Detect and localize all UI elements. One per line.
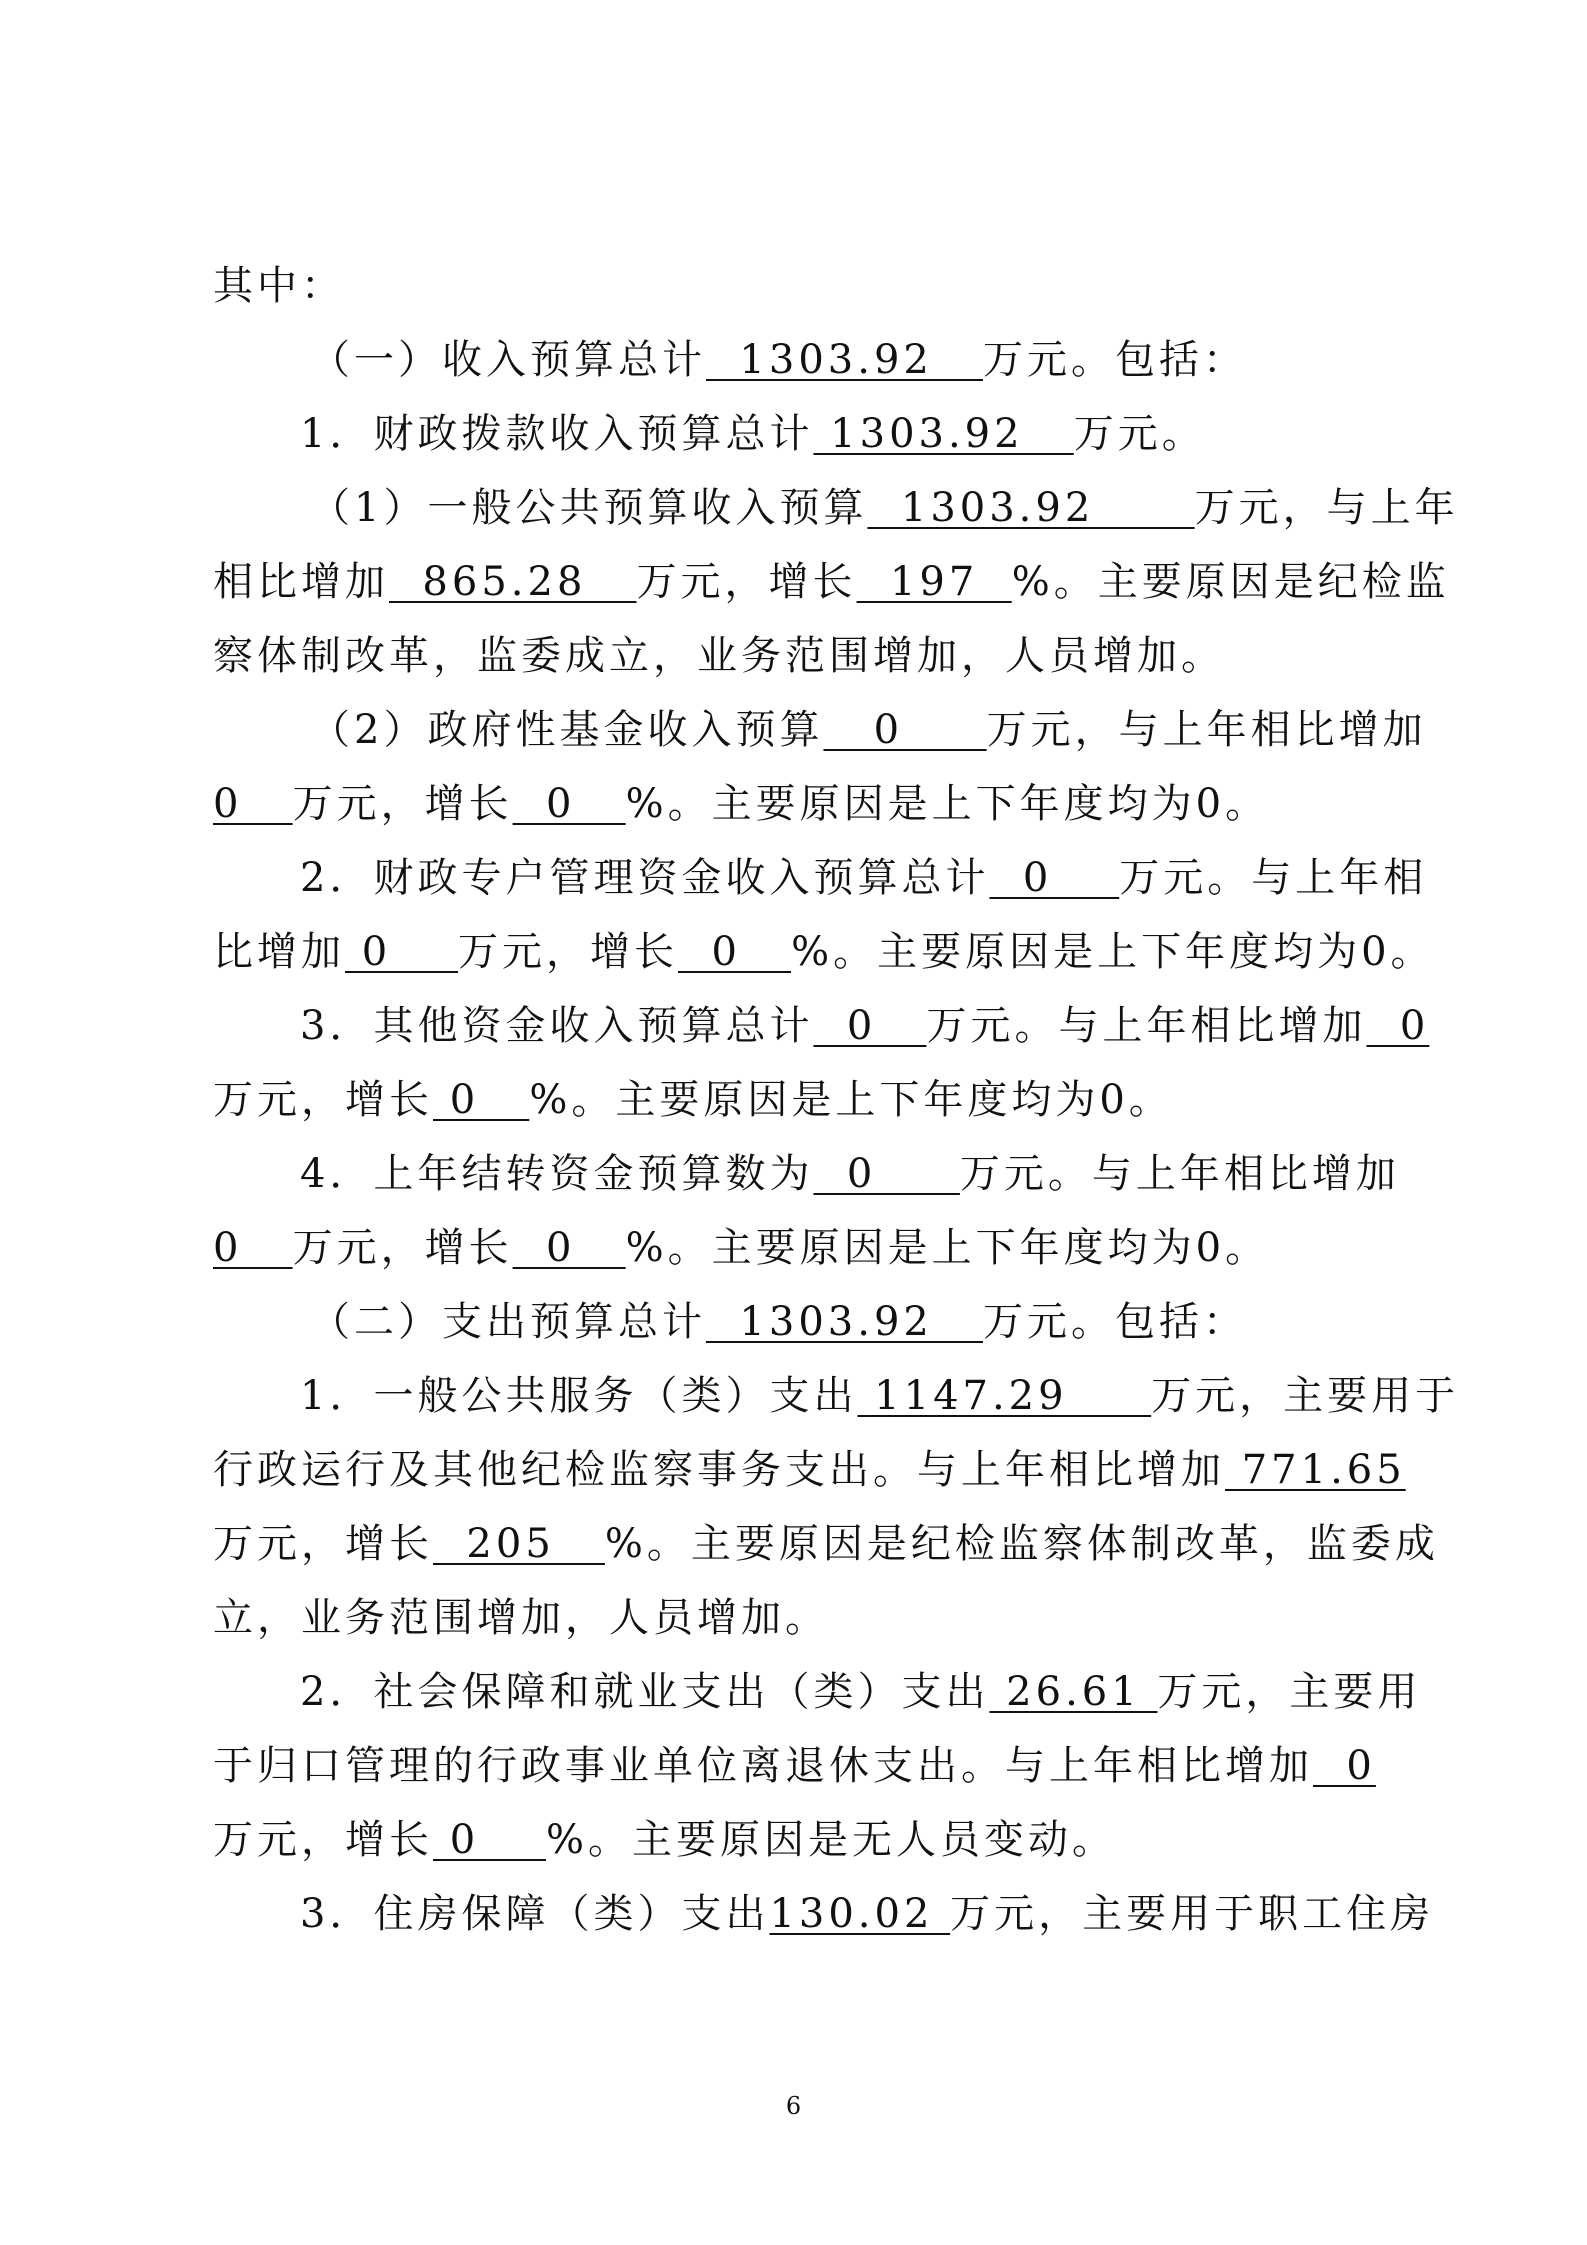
paragraph-line-18 bbox=[213, 1520, 1439, 1568]
text-run: 万元，与上年相比增加 bbox=[986, 707, 1427, 753]
text-run: 于归口管理的行政事业单位离退休支出。与上年相比增加 bbox=[213, 1743, 1313, 1789]
text-run: 4．上年结转资金预算数为 bbox=[300, 1151, 814, 1197]
paragraph-line-21 bbox=[213, 1742, 1383, 1790]
text-run: 立，业务范围增加，人员增加。 bbox=[213, 1595, 829, 1641]
paragraph-line-2 bbox=[310, 336, 1480, 384]
paragraph-line-8 bbox=[213, 780, 1383, 828]
filled-blank-value: 0 bbox=[345, 929, 459, 975]
filled-blank-value: 0 bbox=[989, 855, 1120, 901]
paragraph-line-9 bbox=[300, 854, 1470, 902]
text-run: %。主要原因是纪检监察体制改革，监委成 bbox=[604, 1521, 1439, 1567]
paragraph-line-17 bbox=[213, 1446, 1406, 1494]
filled-blank-value: 205 bbox=[433, 1521, 605, 1567]
filled-blank-value: 1303.92 bbox=[706, 1299, 983, 1345]
text-run: 万元，增长 bbox=[292, 1225, 513, 1271]
paragraph-line-15 bbox=[310, 1298, 1480, 1346]
filled-blank-value: 0 bbox=[823, 707, 987, 753]
text-run: 万元。与上年相比增加 bbox=[959, 1151, 1400, 1197]
text-run: 1．财政拨款收入预算总计 bbox=[300, 411, 814, 457]
filled-blank-value: 1303.92 bbox=[813, 411, 1074, 457]
text-run: %。主要原因是上下年度均为0。 bbox=[529, 1077, 1173, 1123]
paragraph-line-1 bbox=[213, 262, 1383, 310]
text-run: 1．一般公共服务（类）支出 bbox=[300, 1373, 858, 1419]
paragraph-line-7 bbox=[310, 706, 1480, 754]
paragraph-line-16 bbox=[300, 1372, 1470, 1420]
paragraph-line-5 bbox=[213, 558, 1450, 606]
paragraph-line-19 bbox=[213, 1594, 1383, 1642]
text-run: 相比增加 bbox=[213, 559, 389, 605]
filled-blank-value: 865.28 bbox=[389, 559, 637, 605]
text-run: 万元。包括： bbox=[982, 337, 1247, 383]
filled-blank-value: 1147.29 bbox=[857, 1373, 1152, 1419]
text-run: （二）支出预算总计 bbox=[310, 1299, 706, 1345]
text-run: 2．财政专户管理资金收入预算总计 bbox=[300, 855, 990, 901]
filled-blank-value: 1303.92 bbox=[867, 485, 1195, 531]
page-number: 6 bbox=[785, 2092, 802, 2120]
text-run: 万元。与上年相 bbox=[1119, 855, 1428, 901]
text-run: 万元，增长 bbox=[458, 929, 679, 975]
filled-blank-value: 26.61 bbox=[989, 1669, 1158, 1715]
paragraph-line-4 bbox=[310, 484, 1480, 532]
paragraph-line-10 bbox=[213, 928, 1435, 976]
filled-blank-value: 0 bbox=[1313, 1743, 1376, 1789]
text-run: 察体制改革，监委成立，业务范围增加，人员增加。 bbox=[213, 633, 1225, 679]
text-run: %。主要原因是上下年度均为0。 bbox=[625, 1225, 1270, 1271]
text-run: 万元，增长 bbox=[213, 1521, 433, 1567]
paragraph-line-6 bbox=[213, 632, 1383, 680]
paragraph-line-12 bbox=[213, 1076, 1383, 1124]
text-run: 3．住房保障（类）支出 bbox=[300, 1891, 770, 1937]
text-run: 万元，增长 bbox=[636, 559, 857, 605]
filled-blank-value: 0 bbox=[813, 1151, 960, 1197]
text-run: 万元。与上年相比增加 bbox=[926, 1003, 1367, 1049]
text-run: 3．其他资金收入预算总计 bbox=[300, 1003, 814, 1049]
text-run: 行政运行及其他纪检监察事务支出。与上年相比增加 bbox=[213, 1447, 1225, 1493]
paragraph-line-14 bbox=[213, 1224, 1383, 1272]
text-run: 万元。 bbox=[1073, 411, 1206, 457]
text-run: （2）政府性基金收入预算 bbox=[310, 707, 824, 753]
text-run: 万元，增长 bbox=[213, 1077, 433, 1123]
paragraph-line-13 bbox=[300, 1150, 1470, 1198]
text-run: 万元，与上年 bbox=[1194, 485, 1459, 531]
filled-blank-value: 0 bbox=[813, 1003, 927, 1049]
text-run: %。主要原因是上下年度均为0。 bbox=[625, 781, 1270, 827]
text-run: 万元，主要用于 bbox=[1151, 1373, 1460, 1419]
filled-blank-value: 0 bbox=[213, 781, 293, 827]
text-run: 万元，主要用 bbox=[1157, 1669, 1422, 1715]
filled-blank-value: 0 bbox=[678, 929, 792, 975]
filled-blank-value: 771.65 bbox=[1225, 1447, 1406, 1493]
text-run: 其中： bbox=[213, 263, 345, 309]
paragraph-line-23 bbox=[300, 1890, 1470, 1938]
text-run: %。主要原因是无人员变动。 bbox=[546, 1817, 1117, 1863]
text-run: 万元，主要用于职工住房 bbox=[950, 1891, 1435, 1937]
text-run: 2．社会保障和就业支出（类）支出 bbox=[300, 1669, 990, 1715]
text-run: （1）一般公共预算收入预算 bbox=[310, 485, 868, 531]
filled-blank-value: 0 bbox=[1366, 1003, 1430, 1049]
filled-blank-value: 0 bbox=[433, 1817, 547, 1863]
paragraph-line-3 bbox=[300, 410, 1470, 458]
text-run: %。主要原因是上下年度均为0。 bbox=[791, 929, 1435, 975]
filled-blank-value: 0 bbox=[433, 1077, 530, 1123]
paragraph-line-22 bbox=[213, 1816, 1383, 1864]
text-run: %。主要原因是纪检监 bbox=[1011, 559, 1450, 605]
filled-blank-value: 1303.92 bbox=[706, 337, 983, 383]
text-run: 万元，增长 bbox=[213, 1817, 433, 1863]
text-run: 比增加 bbox=[213, 929, 345, 975]
paragraph-line-20 bbox=[300, 1668, 1470, 1716]
text-run: （一）收入预算总计 bbox=[310, 337, 706, 383]
filled-blank-value: 0 bbox=[512, 1225, 626, 1271]
filled-blank-value: 0 bbox=[512, 781, 626, 827]
filled-blank-value: 0 bbox=[213, 1225, 293, 1271]
filled-blank-value: 197 bbox=[856, 559, 1012, 605]
text-run: 万元，增长 bbox=[292, 781, 513, 827]
filled-blank-value: 130.02 bbox=[769, 1891, 951, 1937]
text-run: 万元。包括： bbox=[982, 1299, 1247, 1345]
paragraph-line-11 bbox=[300, 1002, 1470, 1050]
